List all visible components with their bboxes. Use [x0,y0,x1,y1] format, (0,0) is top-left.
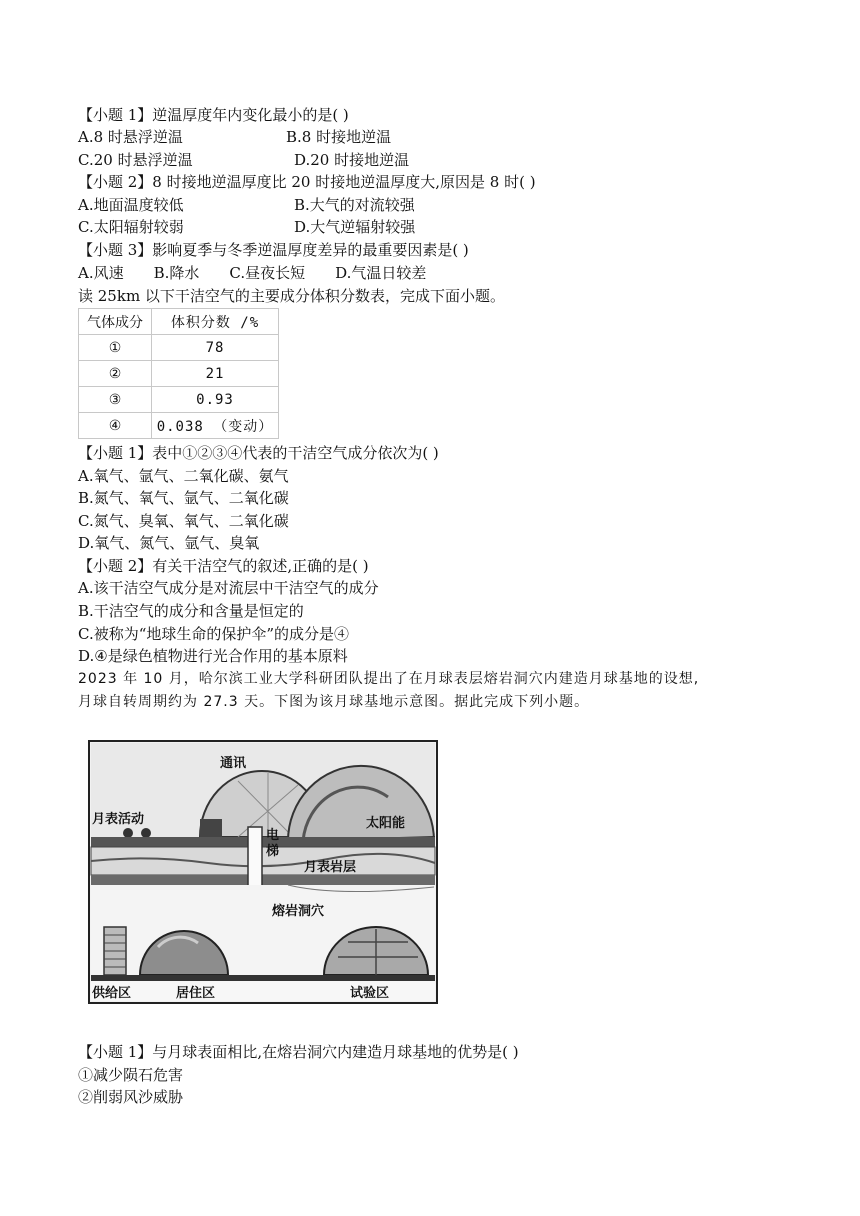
option-c: C.20 时悬浮逆温 [78,151,193,169]
option-d: D.④是绿色植物进行光合作用的基本原料 [78,647,348,665]
label-rock: 月表岩层 [304,860,357,875]
label-test: 试验区 [350,986,390,1001]
option-b: B.氮气、氧气、氩气、二氧化碳 [78,489,289,507]
label-supply: 供给区 [92,986,132,1001]
option-b: B.8 时接地逆温 [286,128,392,146]
option-d: D.氧气、氮气、氩气、臭氧 [78,534,260,552]
option-c: C.被称为“地球生命的保护伞”的成分是④ [78,625,350,643]
option-d: D.大气逆辐射较强 [294,218,416,236]
table-cell: 21 [152,361,279,387]
lunar-base-diagram [88,737,440,1007]
reading-intro: 读 25km 以下干洁空气的主要成分体积分数表，完成下面小题。 [78,287,505,305]
table-cell: 0.93 [152,387,279,413]
table-row [79,387,279,413]
option-a: A.地面温度较低 [78,196,184,214]
options-row: A.风速 B.降水 C.昼夜长短 D.气温日较差 [78,264,427,282]
label-surface: 月表活动 [92,812,145,827]
table-header-row [79,309,279,335]
label-cave: 熔岩洞穴 [272,904,325,919]
table-cell: ② [79,361,152,387]
option-1: ①减少陨石危害 [78,1066,184,1084]
table-cell: 78 [152,335,279,361]
option-c: C.氮气、臭氧、氧气、二氧化碳 [78,512,289,530]
label-living: 居住区 [176,986,216,1001]
table-cell: ④ [79,413,152,439]
question-1-1: 【小题 1】逆温厚度年内变化最小的是( ) [78,106,349,124]
table-cell: ③ [79,387,152,413]
table-row [79,335,279,361]
option-b: B.大气的对流较强 [294,196,415,214]
table-cell: ① [79,335,152,361]
option-c: C.太阳辐射较弱 [78,218,184,236]
question-2-1: 【小题 1】表中①②③④代表的干洁空气成分依次为( ) [78,444,439,462]
table-row [79,361,279,387]
question-2-2: 【小题 2】有关干洁空气的叙述,正确的是( ) [78,557,369,575]
option-a: A.该干洁空气成分是对流层中干洁空气的成分 [78,579,379,597]
table-cell: 0.038 （变动） [152,413,279,439]
option-a: A.8 时悬浮逆温 [78,128,183,146]
question-3-1: 【小题 1】与月球表面相比,在熔岩洞穴内建造月球基地的优势是( ) [78,1043,519,1061]
label-elevator-1: 电 [266,828,280,843]
label-comm: 通讯 [220,756,247,771]
option-d: D.20 时接地逆温 [294,151,410,169]
air-composition-table [78,308,279,439]
option-b: B.干洁空气的成分和含量是恒定的 [78,602,304,620]
label-elevator-2: 梯 [266,844,280,859]
passage-line-2: 月球自转周期约为 27.3 天。下图为该月球基地示意图。据此完成下列小题。 [78,694,590,710]
option-2: ②削弱风沙威胁 [78,1088,184,1106]
table-header: 体积分数 /% [152,309,279,335]
option-a: A.氧气、氩气、二氧化碳、氨气 [78,467,289,485]
question-1-2: 【小题 2】8 时接地逆温厚度比 20 时接地逆温厚度大,原因是 8 时( ) [78,173,536,191]
passage-line-1: 2023 年 10 月，哈尔滨工业大学科研团队提出了在月球表层熔岩洞穴内建造月球基地的设想, [78,671,700,687]
table-row [79,413,279,439]
question-1-3: 【小题 3】影响夏季与冬季逆温厚度差异的最重要因素是( ) [78,241,469,259]
table-header: 气体成分 [79,309,152,335]
label-solar: 太阳能 [366,816,406,831]
